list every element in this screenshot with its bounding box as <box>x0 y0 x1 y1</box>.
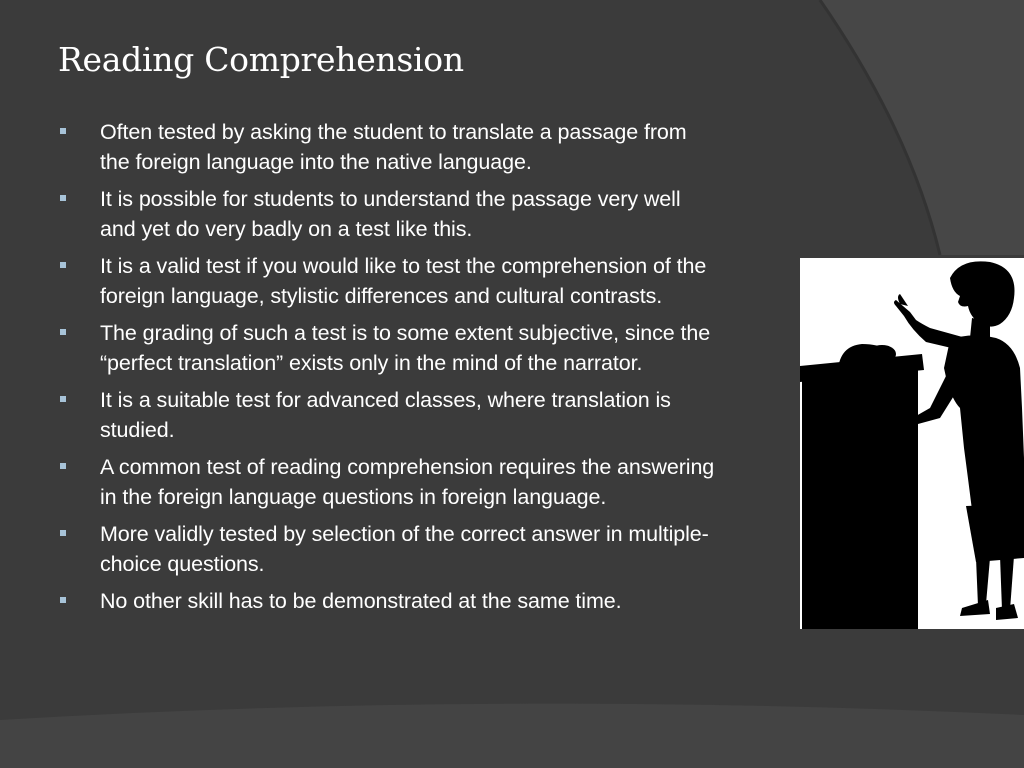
square-bullet-icon <box>60 530 66 536</box>
square-bullet-icon <box>60 329 66 335</box>
bullet-text: It is possible for students to understand the passage very well and yet do very badly on a test like this. <box>100 187 681 241</box>
bullet-text: A common test of reading comprehension requires the answering in the foreign language questions in foreign language. <box>100 455 715 509</box>
slide-title: Reading Comprehension <box>58 40 464 79</box>
square-bullet-icon <box>60 195 66 201</box>
bullet-list <box>58 117 718 623</box>
bullet-item <box>58 251 718 311</box>
square-bullet-icon <box>60 396 66 402</box>
speaker-at-podium-icon <box>800 258 1024 629</box>
square-bullet-icon <box>60 463 66 469</box>
bullet-item <box>58 318 718 378</box>
bullet-item <box>58 184 718 244</box>
bullet-text: No other skill has to be demonstrated at the same time. <box>100 589 622 613</box>
bullet-text: It is a valid test if you would like to test the comprehension of the foreign language, stylistic differences and cultural contrasts. <box>100 254 707 308</box>
bullet-item <box>58 452 718 512</box>
square-bullet-icon <box>60 262 66 268</box>
bullet-text: Often tested by asking the student to translate a passage from the foreign language into the native language. <box>100 120 687 174</box>
bullet-item <box>58 117 718 177</box>
bullet-text: More validly tested by selection of the correct answer in multiple-choice questions. <box>100 522 709 576</box>
square-bullet-icon <box>60 128 66 134</box>
bullet-text: The grading of such a test is to some extent subjective, since the “perfect translation” exists only in the mind of the narrator. <box>100 321 711 375</box>
bullet-item <box>58 385 718 445</box>
bullet-item <box>58 586 718 616</box>
square-bullet-icon <box>60 597 66 603</box>
speaker-illustration <box>800 258 1024 629</box>
bullet-text: It is a suitable test for advanced classes, where translation is studied. <box>100 388 671 442</box>
bullet-item <box>58 519 718 579</box>
